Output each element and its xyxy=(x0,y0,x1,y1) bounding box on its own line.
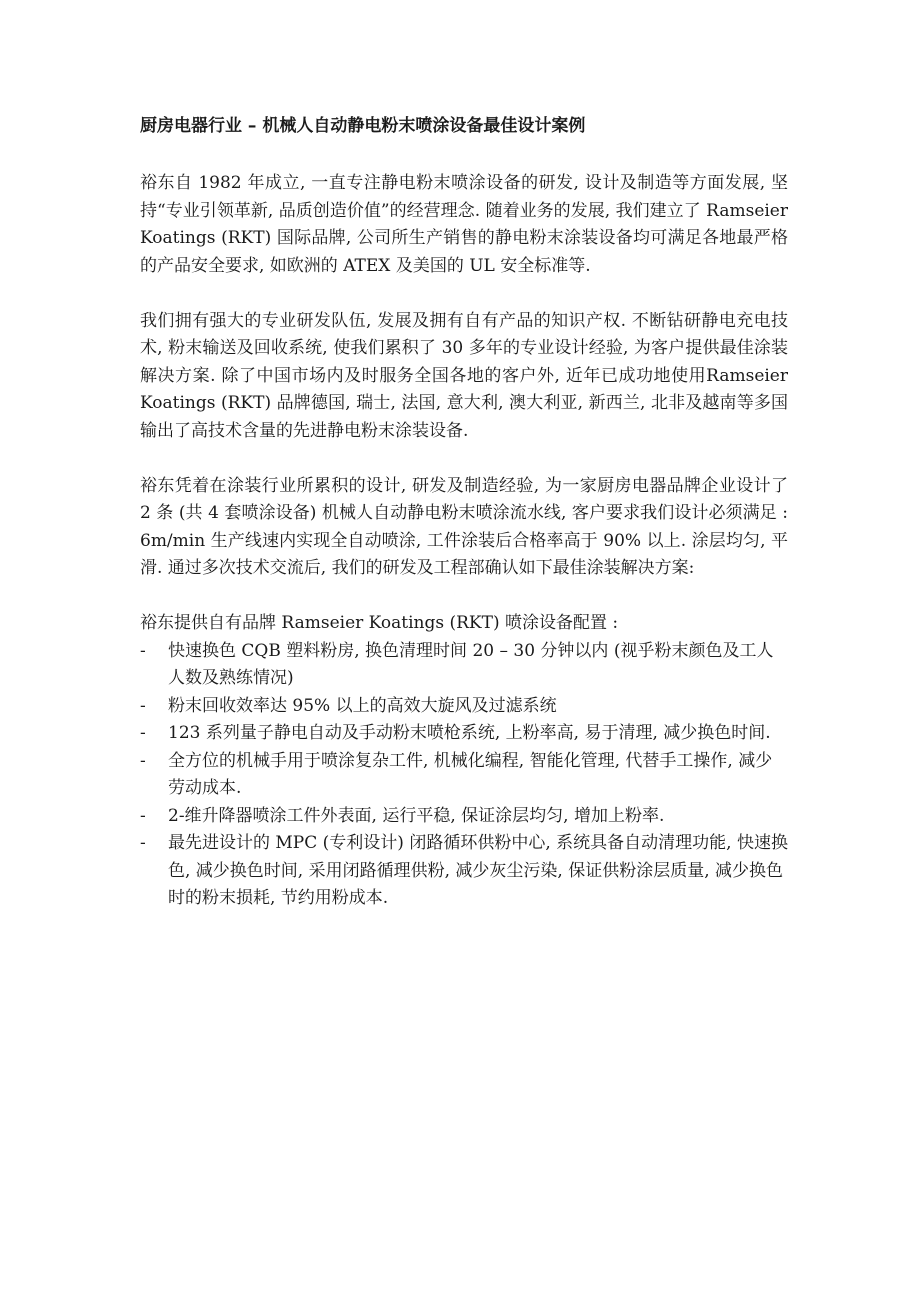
bullet-dash: - xyxy=(140,640,146,661)
list-item-text: 粉末回收效率达 95% 以上的高效大旋风及过滤系统 xyxy=(168,695,557,716)
config-intro: 裕东提供自有品牌 Ramseier Koatings (RKT) 喷涂设备配置 : xyxy=(140,613,619,633)
list-item-text: 快速换色 CQB 塑料粉房, 换色清理时间 20 – 30 分钟以内 (视乎粉末颜色及工人人数及熟练情况) xyxy=(168,640,774,688)
document-title: 厨房电器行业 – 机械人自动静电粉末喷涂设备最佳设计案例 xyxy=(140,116,586,136)
paragraph-case-requirements: 裕东凭着在涂装行业所累积的设计, 研发及制造经验, 为一家厨房电器品牌企业设计了 2 条 (共 4 套喷涂设备) 机械人自动静电粉末喷涂流水线, 客户要求我们设计必须满足 : 6m/min 生产线速内实现全自动喷涂, 工件涂装后合格率高于 90% 以上. 涂层均匀, 平滑. 通过多次技术交流后, 我们的研发及工程部确认如下最佳涂装解决方案: xyxy=(140,475,788,578)
list-item xyxy=(140,693,788,721)
bullet-dash: - xyxy=(140,833,146,853)
list-item xyxy=(140,638,788,693)
list-item-text: 最先进设计的 MPC (专利设计) 闭路循环供粉中心, 系统具备自动清理功能, 快速换色, 减少换色时间, 采用闭路循理供粉, 减少灰尘污染, 保证供粉涂层质量, 减少换色时的粉末损耗, 节约用粉成本. xyxy=(168,833,788,908)
list-item-text: 2-维升降器喷涂工件外表面, 运行平稳, 保证涂层均匀, 增加上粉率. xyxy=(168,805,665,826)
list-item-text: 123 系列量子静电自动及手动粉末喷枪系统, 上粉率高, 易于清理, 减少换色时间. xyxy=(168,723,771,743)
list-item xyxy=(140,803,788,831)
bullet-dash: - xyxy=(140,723,146,743)
list-item xyxy=(140,748,788,803)
bullet-dash: - xyxy=(140,695,146,716)
config-list xyxy=(140,638,788,913)
document-body xyxy=(140,112,788,913)
paragraph-company-intro: 裕东自 1982 年成立, 一直专注静电粉末喷涂设备的研发, 设计及制造等方面发展, 坚持“专业引领革新, 品质创造价值”的经营理念. 随着业务的发展, 我们建立了 Ramseier Koatings (RKT) 国际品牌, 公司所生产销售的静电粉末涂装设备均可满足各地最严格的产品安全要求, 如欧洲的 ATEX 及美国的 UL 安全标准等. xyxy=(140,173,788,276)
list-item-text: 全方位的机械手用于喷涂复杂工件, 机械化编程, 智能化管理, 代替手工操作, 减少劳动成本. xyxy=(168,750,773,798)
bullet-dash: - xyxy=(140,805,146,826)
bullet-dash: - xyxy=(140,750,146,771)
list-item xyxy=(140,720,788,748)
paragraph-rnd-export: 我们拥有强大的专业研发队伍, 发展及拥有自有产品的知识产权. 不断钻研静电充电技术, 粉末输送及回收系统, 使我们累积了 30 多年的专业设计经验, 为客户提供最佳涂装解决方案. 除了中国市场内及时服务全国各地的客户外, 近年已成功地使用Ramseier Koatings (RKT) 品牌德国, 瑞士, 法国, 意大利, 澳大利亚, 新西兰, 北非及越南等多国输出了高技术含量的先进静电粉末涂装设备. xyxy=(140,310,788,441)
list-item xyxy=(140,830,788,913)
